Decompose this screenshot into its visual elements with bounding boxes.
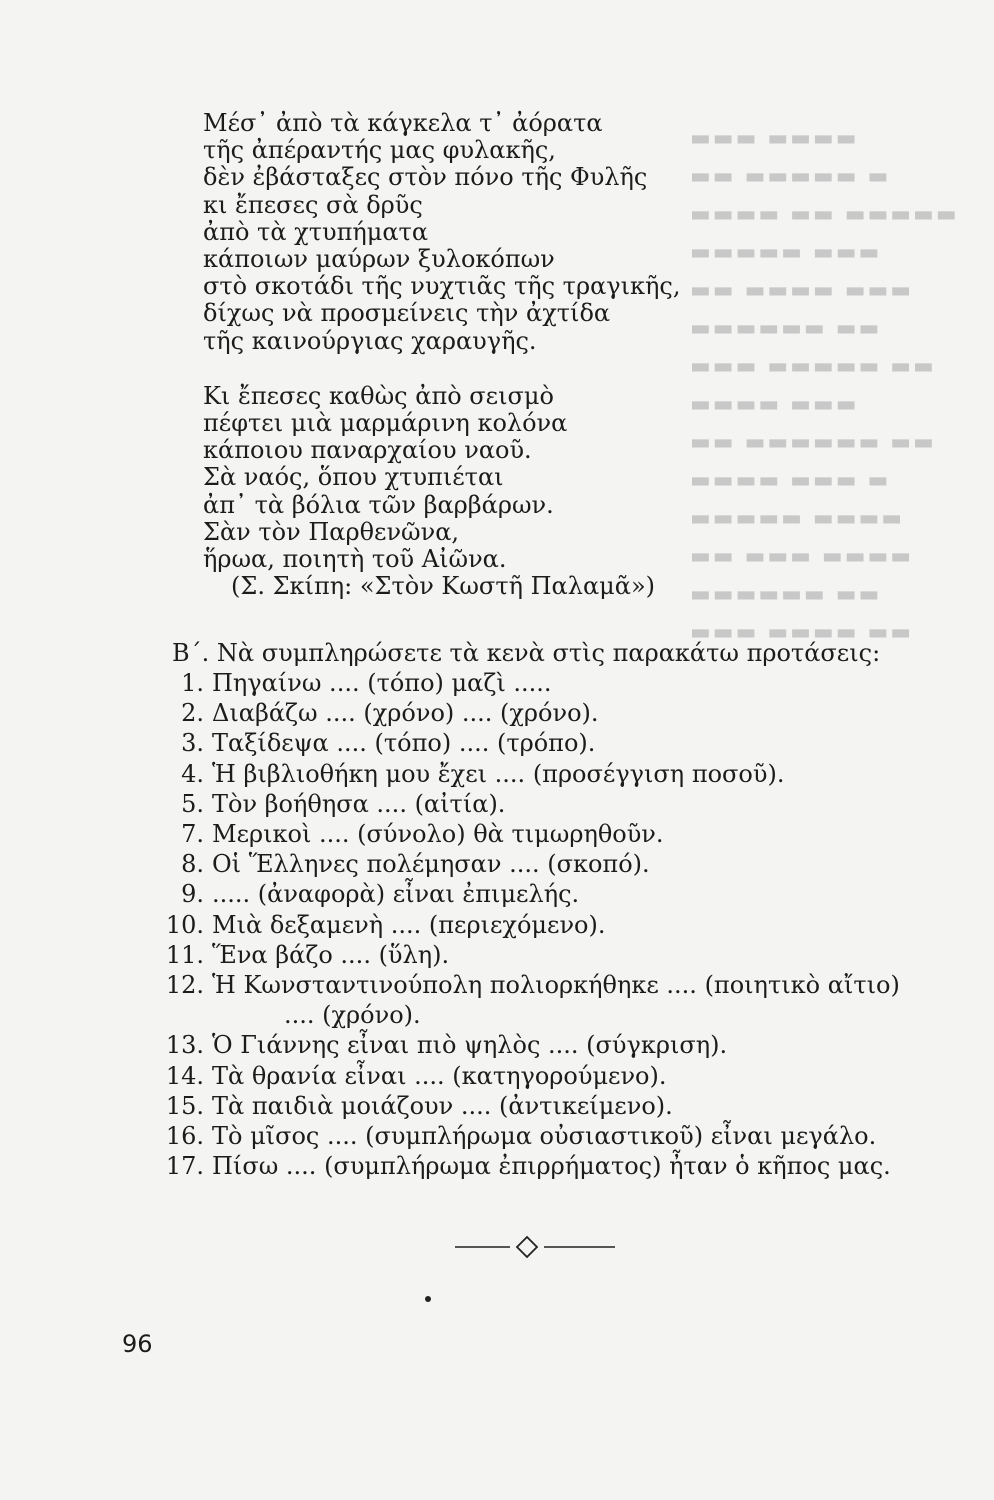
item-text: Ταξίδεψα .... (τόπο) .... (τρόπο).: [212, 729, 596, 758]
poem-line: Σὰν τὸν Παρθενῶνα,: [203, 517, 460, 546]
exercise-item: [160, 910, 960, 940]
item-text: Μιὰ δεξαμενὴ .... (περιεχόμενο).: [212, 910, 606, 939]
item-text: Διαβάζω .... (χρόνο) .... (χρόνο).: [212, 699, 599, 728]
poem-stanza-2: [203, 383, 883, 573]
poem-line: τῆς ἀπέραντής μας φυλακῆς,: [203, 136, 556, 165]
stanza-gap: [203, 355, 883, 383]
poem-line: πέφτει μιὰ μαρμάρινη κολόνα: [203, 409, 568, 438]
poem: [203, 110, 883, 600]
item-text: Πίσω .... (συμπλήρωμα ἐπιρρήματος) ἦταν ὁ κῆπος μας.: [212, 1152, 891, 1181]
poem-line: Μέσ᾽ ἀπὸ τὰ κάγκελα τ᾽ ἀόρατα: [203, 109, 603, 137]
poem-line: δίχως νὰ προσμείνεις τὴν ἀχτίδα: [203, 299, 611, 328]
exercise-item: [160, 759, 960, 789]
item-text: ..... (ἀναφορὰ) εἶναι ἐπιμελής.: [212, 880, 580, 909]
poem-stanza-1: [203, 110, 883, 355]
item-text: Ὁ Γιάννης εἶναι πιὸ ψηλὸς .... (σύγκριση).: [212, 1031, 728, 1060]
exercise-item: [160, 849, 960, 879]
poem-line: ἀπ᾽ τὰ βόλια τῶν βαρβάρων.: [203, 490, 554, 519]
exercise-list: [160, 668, 960, 1181]
exercise-item: [160, 668, 960, 698]
item-number: 5.: [181, 789, 204, 818]
exercise-item: [160, 698, 960, 728]
item-number: 8.: [181, 850, 204, 879]
item-number: 16.: [165, 1122, 204, 1151]
exercise-section: [160, 638, 960, 1181]
exercise-item: [160, 1151, 960, 1181]
item-number: 9.: [181, 880, 204, 909]
poem-line: Σὰ ναός, ὅπου χτυπιέται: [203, 463, 504, 492]
exercise-heading: Β΄. Νὰ συμπληρώσετε τὰ κενὰ στὶς παρακάτω προτάσεις:: [172, 639, 881, 667]
section-divider-ornament: [455, 1232, 615, 1262]
poem-line: κι ἔπεσες σὰ δρῦς: [203, 190, 423, 219]
poem-line: δὲν ἐβάσταξες στὸν πόνο τῆς Φυλῆς: [203, 163, 648, 192]
item-text: Πηγαίνω .... (τόπο) μαζὶ .....: [212, 669, 552, 697]
exercise-item: [160, 1091, 960, 1121]
ornament-dot: [425, 1296, 431, 1302]
item-text: Τὸν βοήθησα .... (αἰτία).: [212, 789, 506, 818]
poem-line: Κι ἔπεσες καθὼς ἀπὸ σεισμὸ: [203, 381, 554, 410]
item-number: 3.: [181, 729, 204, 758]
item-number: 11.: [165, 940, 204, 969]
exercise-item: [160, 1030, 960, 1060]
item-number: 15.: [165, 1091, 204, 1120]
exercise-item: [160, 1061, 960, 1091]
item-text: Τὰ θρανία εἶναι .... (κατηγορούμενο).: [212, 1061, 667, 1090]
item-continuation: .... (χρόνο).: [284, 1001, 421, 1030]
exercise-item: [160, 728, 960, 758]
item-text: Μερικοὶ .... (σύνολο) θὰ τιμωρηθοῦν.: [212, 820, 664, 849]
exercise-item: [160, 970, 960, 1000]
item-number: 7.: [181, 820, 204, 849]
item-text: Τὰ παιδιὰ μοιάζουν .... (ἀντικείμενο).: [212, 1091, 673, 1120]
exercise-item: [160, 1121, 960, 1151]
exercise-item: [160, 819, 960, 849]
item-number: 4.: [181, 759, 204, 788]
page-number: 96: [122, 1330, 153, 1358]
exercise-item: [160, 940, 960, 970]
bleed-through-text: ▬▬▬ ▬▬▬▬ ▬▬ ▬▬▬▬▬ ▬ ▬▬▬▬ ▬▬ ▬▬▬▬▬ ▬▬▬▬▬ ▬▬▬ ▬▬ ▬▬▬▬ ▬▬▬ ▬▬▬▬▬▬ ▬▬ ▬▬▬ ▬▬▬▬▬ ▬▬ ▬▬▬▬ ▬▬▬ ▬▬ ▬▬▬▬▬▬ ▬▬ ▬▬▬▬ ▬▬▬ ▬ ▬▬▬▬▬ ▬▬▬▬ ▬▬ ▬▬▬ ▬▬▬▬ ▬▬▬▬▬▬ ▬▬ ▬▬▬ ▬▬▬▬ ▬▬: [690, 126, 959, 645]
poem-line: ἀπὸ τὰ χτυπήματα: [203, 217, 429, 246]
item-number: 2.: [181, 699, 204, 728]
poem-line: στὸ σκοτάδι τῆς νυχτιᾶς τῆς τραγικῆς,: [203, 272, 681, 301]
poem-line: τῆς καινούργιας χαραυγῆς.: [203, 326, 537, 355]
item-text: Οἱ Ἕλληνες πολέμησαν .... (σκοπό).: [212, 850, 650, 879]
poem-line: κάποιου παναρχαίου ναοῦ.: [203, 436, 532, 465]
item-text: Ἡ Κωνσταντινούπολη πολιορκήθηκε .... (ποιητικὸ αἴτιο): [212, 971, 900, 1000]
item-number: 12.: [165, 971, 204, 1000]
item-number: 13.: [165, 1031, 204, 1060]
item-number: 10.: [165, 910, 204, 939]
poem-line: κάποιων μαύρων ξυλοκόπων: [203, 245, 555, 274]
item-text: Ἡ βιβλιοθήκη μου ἔχει .... (προσέγγιση ποσοῦ).: [212, 759, 785, 788]
item-number: 17.: [165, 1152, 204, 1181]
item-text: Ἕνα βάζο .... (ὕλη).: [212, 940, 450, 969]
exercise-item: [160, 789, 960, 819]
exercise-item: [160, 879, 960, 909]
poem-line: ἥρωα, ποιητὴ τοῦ Αἰῶνα.: [203, 545, 507, 574]
poem-citation: (Σ. Σκίπη: «Στὸν Κωστῆ Παλαμᾶ»): [231, 572, 656, 601]
item-number: 1.: [181, 669, 204, 697]
item-number: 14.: [165, 1061, 204, 1090]
item-text: Τὸ μῖσος .... (συμπλήρωμα οὐσιαστικοῦ) εἶναι μεγάλο.: [212, 1122, 877, 1151]
